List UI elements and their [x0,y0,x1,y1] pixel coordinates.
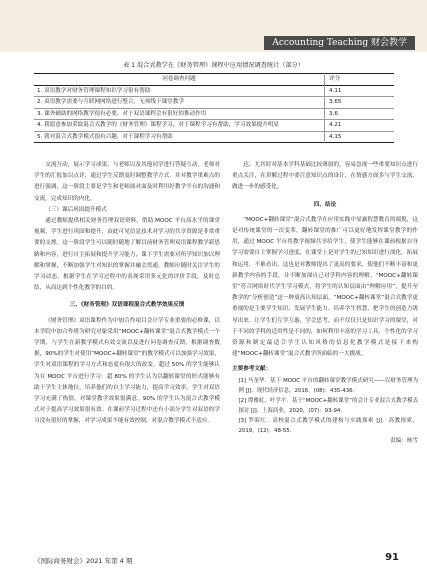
table-row [34,120,394,132]
column-header-score: 评分 [325,74,395,86]
header-bar [0,0,427,52]
right-column [232,160,418,447]
table-row [34,108,394,120]
column-header-question: 问卷调查问题 [162,76,196,82]
reference-item: [1] 马奎华．基于 MOOC 平台的翻转课堂教学模式研究——以财务管理为例 [J]．现代经济信息，2016，(08)：435-436. [238,377,418,394]
references-title: 主要参考文献： [232,366,272,373]
question-cell: 1. 双语教学对财务管理课程知识学习很有帮助 [37,87,151,94]
question-cell: 2. 双语教学需要与互联网网络进行整合，无须线下课堂教学 [37,99,184,105]
section-tag: Accounting Teaching 财会教学 [264,36,415,50]
table-row [34,131,394,143]
score-cell: 3.65 [325,97,395,109]
page-number: 91 [385,552,399,563]
score-cell: 4.15 [325,131,395,143]
table-row [34,85,394,97]
score-cell: 4.21 [325,120,395,132]
question-cell: 4. 我愿意参加采取混合式教学的《财务管理》课程学习，对于课程学习有帮助，学习效果提升明显 [37,122,280,128]
score-cell: 3.6 [325,108,395,120]
paragraph: 通过教师提供相关财务管理双语资料，借助 MOOC 平台高水平的课堂视频，学生进行巩固和提升，由此可见信息技术对学习的共享资源是非常重要的支撑。这一阶段学生可以随时随地了解目前财务管理双语课程教学新思路和内容，进行自主拓展和提升学习能力，课下学生需要对所学知识加以理解和掌握，不断加强学生对知识的掌握并融会贯通。教师应随时关注学生的学习动态，根据学生在学习过程中的表现采用多元化的评价手段，及时总结，从而达到个性化教学的目的。 [34,218,220,292]
table-caption: 表 1 混合式教学在《财务管理》课程中应用情况调查统计（部分） [122,62,305,69]
reference-item: [2] 谭雅虹，叶学平．基于“MOOC+翻转课堂”的会计专业混合式教学模式探讨 [J]．上海商业，2020，(07)：93-94. [238,397,418,414]
section-heading: 三、《财务管理》双语课程混合式教学效果反馈 [69,302,185,309]
editor-credit: 责编：杨雪 [390,437,418,444]
paragraph: “MOOC+翻转课堂”混合式教学在应用实践中显露智慧教育的端倪，这是对传统课堂的一次变革，翻转课堂的推广可以更好地发挥课堂教学的作用，通过 MOOC 平台将教学视频共享给学生，使学生能够在课前根据自身学习需要自主掌握学习进度，在课堂上是对学生的已知知识进行深化，拓展和运用，不难看出，这也是对教师提出了更高的要求，使他们不断丰富和更新教学内容的手段，并不断加深自己对学科内容的理解。“MOOC+翻转课堂”符合网络时代学生学习模式，将学生的认知层面由“理解应用”，提升至教学的“分析创造”这一种更高认知层面，“MOOC+翻转课堂”混合式教学更重视的是主要学生知识、发展学生能力、培养学生智慧，把学生的创造力诱导出来，让学生们互学互惠，学会思考，而不仅仅只是知识学习的课堂，对于不同的学科的适用性是不同的，如何利用丰富的学习工具，个性化的学习资源和制定最适合学生认知风格的信息化教学模式是接下来构建“MOOC+翻转课堂”混合式教学所面临的一大挑战。 [232,216,418,358]
question-cell: 5. 我对混合式教学模式很有兴趣，对于课程学习有帮助 [37,133,173,140]
table-row [34,97,394,109]
journal-footer: 《国际商务财会》2021 年第 4 期 [34,557,133,565]
score-cell: 4.11 [325,85,395,97]
paragraph: 《财务管理》双语课程作为中加合作项目会计学专业重要的必修课，以本学院中加合作班为研究对象采用“MOOC+翻转课堂”混合式教学模式一个学期，与学生在新教学模式有效交流以及进行问卷调查反馈，根据调查数据，90%的学生对使用“MOOC+翻转课堂”的教学模式可以加强学习效果，学生对双语课程的学习方式和态度有很大的改变。超过 50% 的学生能够认为在 MOOC 平台进行学习：超 80% 的学生认为以翻转课堂的形式能够有助于学生主体地位，培养他们的自主学习能力，提高学习效率，学生对双语学习充满了热情，对课堂教学效果很满意，90% 的学生认为混合式教学模式对于提高学习效果很有效。在课前学习过程中还有小部分学生对双语的学习没有很好的掌握，对学习成果不能有效控制，对混合教学模式不适应。 [34,317,220,425]
question-cell: 3. 课外辅助的网络教学很有必要，对于双语课程会有很好的推动作用 [37,110,207,117]
paragraph: 达，尤其时对基本学科基础比较薄弱的，容易忽视一些重要知识点进行重点关注，在讲解过程中要注意知识点的设计，在情感方面多与学生交流，做进一步的感受化。 [232,162,418,191]
subsection-heading: （三）课后巩固提升模式 [45,206,107,213]
reference-item: [3] 罗昭红．高校混合式教学模式的建构与实践探索 [J]．高教探索，2019，(12)：48-55. [238,417,418,434]
section-heading: 四、结论 [313,201,337,208]
survey-table [34,73,394,143]
paragraph: 交流互动，展示学习成果，与老师以及其他同学进行答疑互动，老师对学生的汇报加以点评，通过学生反馈及时调整教学方式，并对教学重难点的进行强调，这一阶段主要是学生和老师面对面及时利用好教学平台的沟通和交流，完成知识的内化。 [34,162,220,202]
left-column [34,160,220,428]
table-header-row [34,74,394,86]
